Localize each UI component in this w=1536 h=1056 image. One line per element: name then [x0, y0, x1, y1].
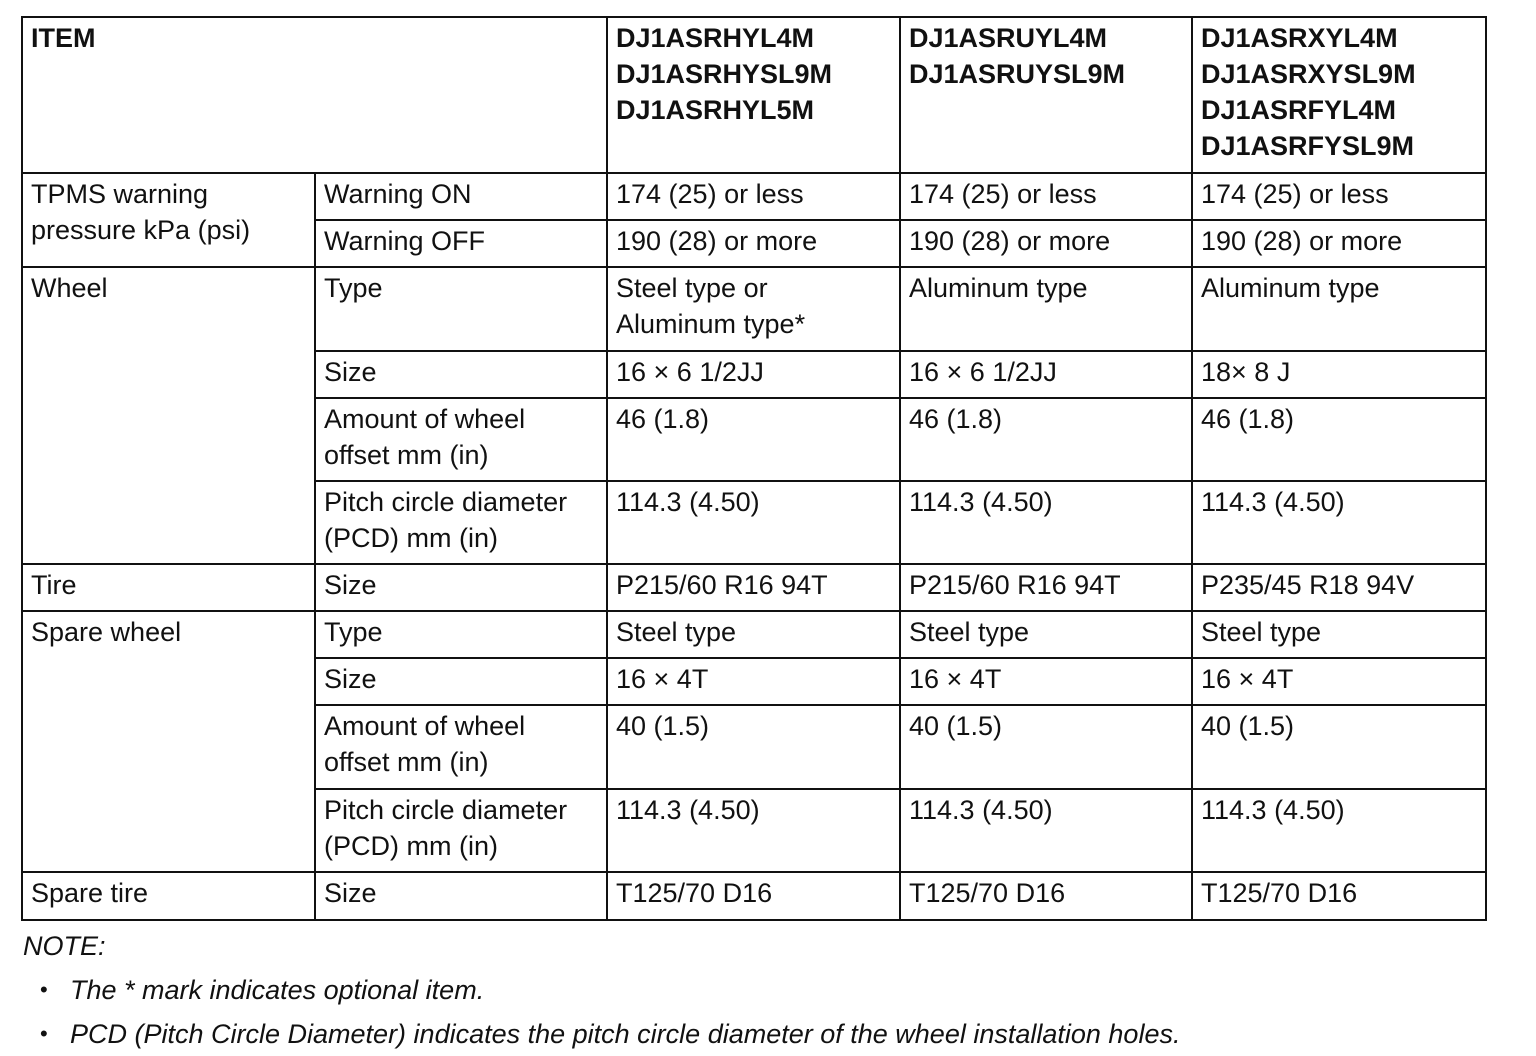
cell-line: Tire	[31, 570, 77, 600]
parameter-cell	[315, 789, 607, 872]
cell-line: DJ1ASRXYSL9M	[1201, 59, 1416, 89]
notes-section	[23, 924, 1180, 1056]
value-cell	[607, 872, 900, 920]
cell-line: T125/70 D16	[909, 878, 1066, 908]
model-header	[1192, 17, 1486, 173]
table-row	[22, 564, 1486, 611]
cell-line: DJ1ASRHYL4M	[616, 23, 815, 53]
value-cell	[900, 481, 1192, 564]
cell-line: 114.3 (4.50)	[909, 487, 1053, 517]
cell-line: 174 (25) or less	[1201, 179, 1389, 209]
cell-line: (PCD) mm (in)	[324, 831, 498, 861]
cell-line: Amount of wheel	[324, 404, 526, 434]
group-label-cell	[22, 173, 315, 267]
parameter-cell	[315, 705, 607, 789]
group-label-cell	[22, 872, 315, 920]
cell-line: 16 × 6 1/2JJ	[616, 357, 764, 387]
cell-line: Spare tire	[31, 878, 149, 908]
group-label-cell	[22, 267, 315, 564]
parameter-cell	[315, 481, 607, 564]
cell-line: Steel type	[909, 617, 1030, 647]
value-cell	[1192, 872, 1486, 920]
note-item	[23, 1012, 1180, 1056]
table-row	[22, 611, 1486, 658]
table-row	[22, 872, 1486, 920]
cell-line: Steel type	[616, 617, 737, 647]
cell-line: offset mm (in)	[324, 440, 489, 470]
value-cell	[900, 398, 1192, 481]
cell-line: Size	[324, 357, 377, 387]
value-cell	[607, 351, 900, 398]
cell-line: DJ1ASRHYSL9M	[616, 59, 833, 89]
cell-line: Warning ON	[324, 179, 472, 209]
cell-line: DJ1ASRHYL5M	[616, 95, 815, 125]
parameter-cell	[315, 398, 607, 481]
cell-line: Size	[324, 664, 377, 694]
value-cell	[607, 481, 900, 564]
value-cell	[1192, 789, 1486, 872]
cell-line: Steel type or	[616, 273, 768, 303]
value-cell	[1192, 398, 1486, 481]
value-cell	[1192, 267, 1486, 351]
spec-table-body	[22, 173, 1486, 920]
cell-line: Size	[324, 570, 377, 600]
value-cell	[900, 705, 1192, 789]
cell-line: T125/70 D16	[1201, 878, 1358, 908]
value-cell	[607, 789, 900, 872]
value-cell	[900, 267, 1192, 351]
note-text: The * mark indicates optional item.	[70, 975, 485, 1005]
value-cell	[900, 564, 1192, 611]
spec-table	[21, 16, 1487, 921]
cell-line: 114.3 (4.50)	[1201, 487, 1345, 517]
cell-line: P215/60 R16 94T	[909, 570, 1121, 600]
cell-line: 190 (28) or more	[1201, 226, 1403, 256]
cell-line: Aluminum type	[1201, 273, 1380, 303]
value-cell	[1192, 173, 1486, 220]
value-cell	[607, 564, 900, 611]
cell-line: P215/60 R16 94T	[616, 570, 828, 600]
cell-line: offset mm (in)	[324, 747, 489, 777]
cell-line: Warning OFF	[324, 226, 486, 256]
value-cell	[1192, 220, 1486, 267]
cell-line: Pitch circle diameter	[324, 795, 568, 825]
cell-line: Aluminum type*	[616, 309, 806, 339]
note-text: PCD (Pitch Circle Diameter) indicates the pitch circle diameter of the wheel installation holes.	[70, 1019, 1181, 1049]
cell-line: Amount of wheel	[324, 711, 526, 741]
cell-line: 46 (1.8)	[616, 404, 710, 434]
value-cell	[1192, 481, 1486, 564]
value-cell	[607, 611, 900, 658]
cell-line: 114.3 (4.50)	[1201, 795, 1345, 825]
cell-line: DJ1ASRUYL4M	[909, 23, 1108, 53]
cell-line: (PCD) mm (in)	[324, 523, 498, 553]
value-cell	[607, 267, 900, 351]
cell-line: P235/45 R18 94V	[1201, 570, 1415, 600]
cell-line: 40 (1.5)	[1201, 711, 1295, 741]
cell-line: 174 (25) or less	[909, 179, 1097, 209]
cell-line: DJ1ASRUYSL9M	[909, 59, 1126, 89]
cell-line: Size	[324, 878, 377, 908]
value-cell	[1192, 351, 1486, 398]
cell-line: Type	[324, 273, 383, 303]
cell-line: Wheel	[31, 273, 108, 303]
cell-line: 114.3 (4.50)	[909, 795, 1053, 825]
value-cell	[1192, 564, 1486, 611]
cell-line: 114.3 (4.50)	[616, 487, 760, 517]
cell-line: 40 (1.5)	[909, 711, 1003, 741]
parameter-cell	[315, 267, 607, 351]
value-cell	[900, 173, 1192, 220]
note-item	[23, 968, 1180, 1012]
value-cell	[900, 658, 1192, 705]
bullet-icon: •	[40, 1021, 48, 1046]
value-cell	[900, 789, 1192, 872]
parameter-cell	[315, 872, 607, 920]
value-cell	[900, 611, 1192, 658]
value-cell	[1192, 658, 1486, 705]
item-header: ITEM	[22, 17, 607, 173]
cell-line: TPMS warning	[31, 179, 209, 209]
parameter-cell	[315, 173, 607, 220]
model-header	[900, 17, 1192, 173]
value-cell	[1192, 705, 1486, 789]
table-header-row	[22, 17, 1486, 173]
cell-line: 174 (25) or less	[616, 179, 804, 209]
cell-line: DJ1ASRFYSL9M	[1201, 131, 1415, 161]
parameter-cell	[315, 220, 607, 267]
cell-line: 190 (28) or more	[616, 226, 818, 256]
group-label-cell	[22, 564, 315, 611]
value-cell	[607, 398, 900, 481]
group-label-cell	[22, 611, 315, 872]
cell-line: 18× 8 J	[1201, 357, 1291, 387]
cell-line: Type	[324, 617, 383, 647]
cell-line: 16 × 4T	[909, 664, 1002, 694]
value-cell	[900, 351, 1192, 398]
cell-line: 40 (1.5)	[616, 711, 710, 741]
cell-line: 190 (28) or more	[909, 226, 1111, 256]
bullet-icon: •	[40, 977, 48, 1002]
value-cell	[900, 872, 1192, 920]
value-cell	[607, 705, 900, 789]
cell-line: 16 × 6 1/2JJ	[909, 357, 1057, 387]
value-cell	[607, 220, 900, 267]
cell-line: DJ1ASRFYL4M	[1201, 95, 1397, 125]
parameter-cell	[315, 658, 607, 705]
cell-line: 46 (1.8)	[1201, 404, 1295, 434]
cell-line: 16 × 4T	[616, 664, 709, 694]
note-list	[23, 968, 1180, 1056]
cell-line: Pitch circle diameter	[324, 487, 568, 517]
cell-line: 114.3 (4.50)	[616, 795, 760, 825]
value-cell	[607, 658, 900, 705]
cell-line: pressure kPa (psi)	[31, 215, 251, 245]
value-cell	[1192, 611, 1486, 658]
parameter-cell	[315, 351, 607, 398]
table-row	[22, 267, 1486, 351]
cell-line: DJ1ASRXYL4M	[1201, 23, 1398, 53]
cell-line: T125/70 D16	[616, 878, 773, 908]
cell-line: Spare wheel	[31, 617, 182, 647]
cell-line: 46 (1.8)	[909, 404, 1003, 434]
note-heading: NOTE:	[23, 931, 106, 961]
model-header	[607, 17, 900, 173]
cell-line: 16 × 4T	[1201, 664, 1294, 694]
value-cell	[900, 220, 1192, 267]
parameter-cell	[315, 564, 607, 611]
parameter-cell	[315, 611, 607, 658]
cell-line: Aluminum type	[909, 273, 1088, 303]
cell-line: Steel type	[1201, 617, 1322, 647]
table-row	[22, 173, 1486, 220]
value-cell	[607, 173, 900, 220]
